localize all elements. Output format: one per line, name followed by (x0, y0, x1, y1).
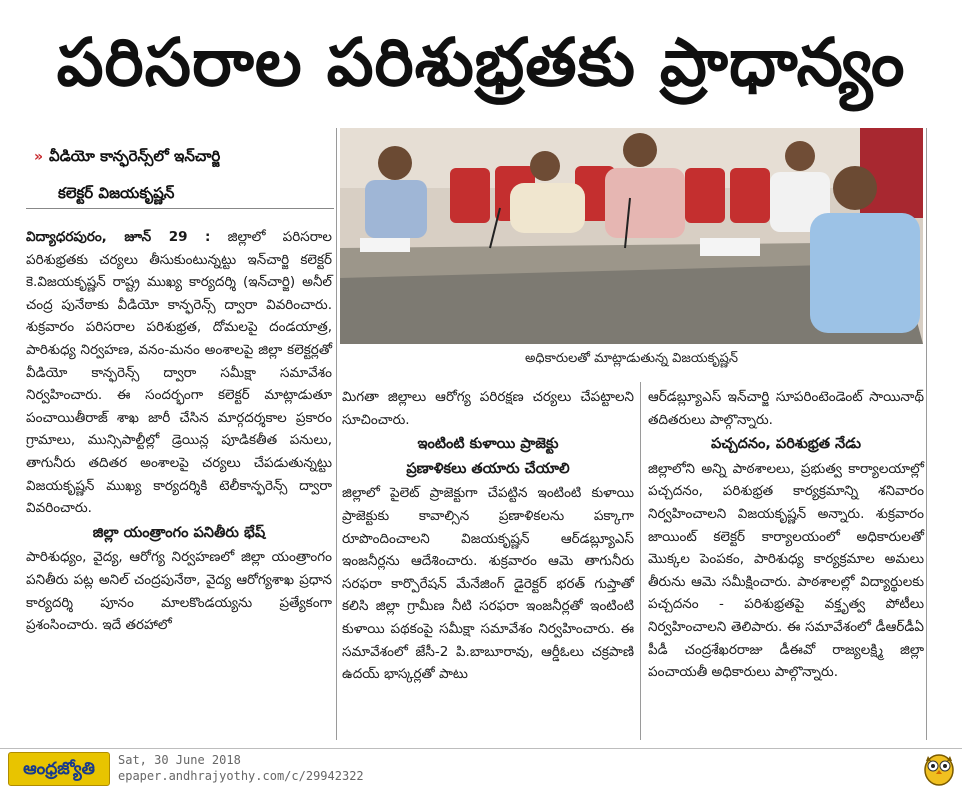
article-paragraph: జిల్లాలో పైలెట్ ప్రాజెక్టుగా చేపట్టిన ఇంటింటి కుళాయి ప్రాజెక్టుకు కావాల్సిన ప్రణాళికలను పక్కాగా రూపొందించాలని విజయకృష్ణన్ ఆర్‌డబ్ల్యూఎస్ ఇంజనీర్లను ఆదేశించారు. శుక్రవారం ఆమె తాగునీరు సరఫరా కార్పొరేషన్ మేనేజింగ్ డైరెక్టర్ భరత్ గుప్తాతో కలిసి జిల్లా గ్రామీణ నీటి సరఫరా ఇంజనీర్లతో ఇంటింటి కుళాయి పథకంపై సమీక్షా సమావేశం నిర్వహించారు. ఈ సమావేశంలో జేసీ-2 పి.బాబూరావు, ఆర్డీఓలు చక్రపాణి ఉదయ్ భాస్కర్లతో పాటు (342, 485, 634, 683)
photo-caption: అధికారులతో మాట్లాడుతున్న విజయకృష్ణన్ (525, 351, 738, 366)
epaper-link[interactable]: epaper.andhrajyothy.com/c/29942322 (118, 769, 364, 783)
kicker (34, 146, 334, 167)
article-paragraph: జిల్లాలోని అన్ని పాఠశాలలు, ప్రభుత్వ కార్యాలయాల్లో పచ్చదనం, పరిశుభ్రత కార్యక్రమాన్ని శనివారం నిర్వహించాలని విజయకృష్ణన్ అన్నారు. శుక్రవారం జాయింట్ కలెక్టర్ కార్యాలయంలో అధికారులతో మొక్కల పెంపకం, పారిశుధ్య కార్యక్రమాల అమలు తీరును ఆమె సమీక్షించారు. పాఠశాలల్లో విద్యార్థులకు పచ్చదనం - పరిశుభ్రతపై వక్తృత్వ పోటీలు నిర్వహించాలని తెలిపారు. ఈ సమావేశంలో డీఆర్‌డీఏ పీడీ చంద్రశేఖరరాజు డీఈవో రాజ్యలక్ష్మి జిల్లా పంచాయతీ అధికారులు పాల్గొన్నారు. (648, 460, 924, 681)
column-divider (640, 382, 641, 740)
publication-date: Sat, 30 June 2018 (118, 753, 241, 767)
subheading-line-1: ఇంటింటి కుళాయి ప్రాజెక్టు (417, 436, 559, 453)
article-paragraph: పారిశుధ్యం, వైద్య, ఆరోగ్య నిర్వహణలో జిల్లా యంత్రాంగం పనితీరు పట్ల అనిల్ చంద్రపునేఠా, వైద్య ఆరోగ్యశాఖ ప్రధాన కార్యదర్శి పూనం మాలకొండయ్యను ప్రత్యేకంగా ప్రశంసించారు. ఇదే తరహాలో (26, 549, 332, 634)
column-divider (926, 128, 927, 740)
article-column-2 (342, 386, 634, 686)
kicker-line-2: కలెక్టర్ విజయకృష్ణన్ (58, 184, 175, 202)
owl-icon (922, 750, 956, 786)
paragraph-text: జిల్లాలో పరిసరాల పరిశుభ్రతకు చర్యలు తీసుకుంటున్నట్టు ఇన్‌చార్జి కలెక్టర్ కె.విజయకృష్ణన్ రాష్ట్ర ముఖ్య కార్యదర్శి (ఇన్‌చార్జి) అనీల్ చంద్ర పునేఠాకు వీడియో కాన్ఫరెన్స్ ద్వారా వివరించారు. శుక్రవారం పరిసరాల పరిశుభ్రత, దోమలపై దండయాత్ర, పారిశుధ్య నిర్వహణ, వనం-మనం అంశాలపై జిల్లా కలెక్టర్లతో వీడియో కాన్ఫరెన్స్ ద్వారా సమీక్షా సమావేశం నిర్వహించారు. ఈ సందర్భంగా కలెక్టర్ మాట్లాడుతూ పంచాయితీరాజ్ శాఖ జారీ చేసిన మార్గదర్శకాల ప్రకారం గ్రామాలు, మున్సిపాల్టీల్లో డ్రెయిన్ల పూడికతీత పనులు, తాగునీరు తదితర అంశాలపై చర్యలు చేపడుతున్నట్టు విజయకృష్ణన్ ముఖ్య కార్యదర్శికి టెలీకాన్ఫరెన్స్ ద్వారా వివరించారు. (26, 229, 332, 517)
article-column-1 (26, 226, 332, 637)
article-paragraph: మిగతా జిల్లాలు ఆరోగ్య పరిరక్షణ చర్యలు చేపట్టాలని సూచించారు. (342, 389, 634, 428)
article-column-3 (648, 386, 924, 684)
kicker-line-1: వీడియో కాన్ఫరెన్స్‌లో ఇన్‌చార్జి (49, 147, 221, 165)
dateline: విద్యాధరపురం, జూన్ 29 : (26, 229, 211, 245)
double-chevron-right-icon: » (34, 149, 44, 165)
footer-divider (0, 748, 962, 749)
subheading: పచ్చదనం, పరిశుభ్రత నేడు (711, 436, 861, 453)
article-paragraph: ఆర్‌డబ్ల్యూఎస్ ఇన్‌చార్జి సూపరింటెండెంట్ సాయినాథ్ తదితరులు పాల్గొన్నారు. (648, 389, 924, 428)
newspaper-logo[interactable]: ఆంధ్రజ్యోతి (8, 752, 110, 786)
news-photo (340, 128, 923, 344)
article-paragraph (26, 226, 332, 520)
footer-meta (118, 752, 478, 784)
subheading-line-2: ప్రణాళికలు తయారు చేయాలి (406, 460, 570, 477)
subheading: జిల్లా యంత్రాంగం పనితీరు భేష్ (92, 524, 266, 541)
kicker-divider (26, 208, 334, 209)
headline: పరిసరాల పరిశుభ్రతకు ప్రాధాన్యం (56, 24, 906, 101)
column-divider (336, 128, 337, 740)
